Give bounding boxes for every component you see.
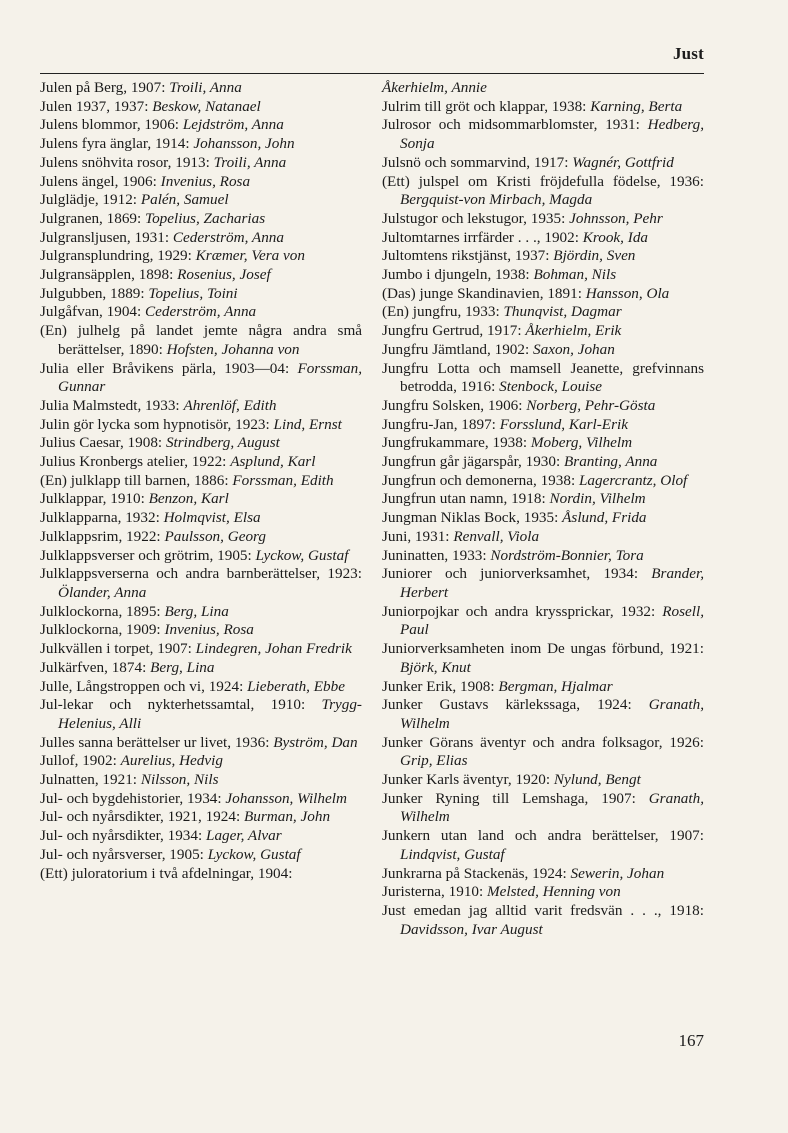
entry-title: Just emedan jag alltid varit fredsvän . . ., 1918: [382,901,704,919]
entry-title: Jul- och nyårsdikter, 1921, 1924: [40,808,244,826]
header-rule [40,73,704,74]
entry-title: Junker Ryning till Lemshaga, 1907: [382,789,649,807]
entry-title: Julgransljusen, 1931: [40,228,173,246]
index-entry [40,229,362,248]
index-entry [40,79,362,98]
entry-author: Renvall, Viola [453,527,540,545]
entry-author: Ölander, Anna [58,583,147,601]
index-entry [382,734,704,771]
entry-author: Granath, Wilhelm [400,789,704,826]
entry-title: Julen 1937, 1937: [40,97,153,115]
entry-author: Bergman, Hjalmar [498,677,613,695]
index-entry [40,640,362,659]
page-header [40,44,704,70]
entry-title: Jultomtarnes irrfärder . . ., 1902: [382,228,583,246]
entry-author: Troili, Anna [169,79,242,96]
entry-title: Jungman Niklas Bock, 1935: [382,509,563,527]
entry-author: Nordström-Bonnier, Tora [490,546,644,564]
index-entry [40,285,362,304]
entry-title: Julgubben, 1889: [40,284,149,302]
entry-author: Johansson, John [193,135,295,153]
entry-title: Julsnö och sommarvind, 1917: [382,153,573,171]
entry-title: Jungfrun och demonerna, 1938: [382,471,579,489]
entry-author: Trygg-Helenius, Alli [58,696,362,732]
entry-author: Troili, Anna [213,153,287,171]
entry-title: Julens blommor, 1906: [40,116,183,134]
entry-author: Åslund, Frida [562,509,647,527]
entry-title: Julklockorna, 1895: [40,602,165,620]
index-entry [382,322,704,341]
index-entry [40,696,362,733]
index-entry [382,883,704,902]
entry-title: Junkern utan land och andra berättelser, 1907: [382,827,704,845]
index-entry [40,98,362,117]
entry-title: Julgransplundring, 1929: [40,247,196,265]
index-entry [382,453,704,472]
index-entry [40,865,362,884]
index-entry [40,266,362,285]
entry-author: Paulsson, Georg [164,527,266,545]
entry-author: Beskow, Natanael [152,97,261,115]
entry-title: Juniorverksamheten inom De ungas förbund, 1921: [382,640,704,658]
index-entry [40,397,362,416]
index-entry [40,603,362,622]
entry-title: Julklappsverser och grötrim, 1905: [40,546,256,564]
index-entry [40,191,362,210]
index-entry [382,509,704,528]
index-entry [382,827,704,864]
entry-author: Lejdström, Anna [182,116,284,134]
index-entry [382,229,704,248]
entry-title: Jul- och nyårsdikter, 1934: [40,827,207,845]
index-entry [382,547,704,566]
entry-author: Invenius, Rosa [160,172,251,190]
entry-title: Juni, 1931: [382,527,454,545]
entry-author: Bergquist-von Mirbach, Magda [400,191,593,209]
index-entry [382,397,704,416]
index-entry [382,678,704,697]
entry-author: Invenius, Rosa [164,621,254,639]
entry-author: Strindberg, August [165,434,280,452]
index-entry [382,360,704,397]
index-entry [40,154,362,173]
entry-title: Junker Görans äventyr och andra folksagor, 1926: [382,733,704,751]
index-entry [40,509,362,528]
index-entry [40,752,362,771]
entry-title: Julgransäpplen, 1898: [40,266,178,284]
entry-title: Julen på Berg, 1907: [40,79,170,96]
index-entry [40,621,362,640]
entry-title: Jungfrukammare, 1938: [382,434,531,452]
index-entry [40,565,362,602]
entry-title: Julkvällen i torpet, 1907: [40,640,196,658]
entry-title: Junkrarna på Stackenäs, 1924: [382,864,571,882]
entry-author: Forssman, Edith [232,471,334,489]
entry-title: Julens fyra änglar, 1914: [40,135,194,153]
entry-author: Johansson, Wilhelm [225,789,347,807]
entry-title: Jungfru Jämtland, 1902: [382,340,534,358]
index-entry [382,98,704,117]
entry-title: Julgåfvan, 1904: [40,303,146,321]
entry-title: Junker Karls äventyr, 1920: [382,771,554,789]
entry-author: Björk, Knut [400,658,471,676]
entry-title: Julnatten, 1921: [40,771,141,789]
index-entry [382,247,704,266]
index-entry [382,565,704,602]
index-entry [382,154,704,173]
index-entry [40,472,362,491]
entry-title: Jul-lekar och nykterhetssamtal, 1910: [40,696,322,714]
index-entry [382,490,704,509]
entry-author: Brander, Herbert [400,565,704,601]
index-entry [40,453,362,472]
entry-title: Junker Gustavs kärlekssaga, 1924: [382,696,649,714]
entry-author: Nordin, Vilhelm [549,490,646,508]
entry-author: Åkerhielm, Annie [382,79,487,96]
entry-title: (En) julhelg på landet jemte några andra små berättelser, 1890: [40,322,362,358]
index-entry [40,416,362,435]
entry-title: Juristerna, 1910: [382,883,488,901]
entry-author: Palén, Samuel [140,191,229,209]
index-entry [40,210,362,229]
entry-author: Johnsson, Pehr [569,209,663,227]
entry-title: Julrosor och midsommarblomster, 1931: [382,116,648,134]
entry-title: Julens ängel, 1906: [40,172,161,190]
index-entry [40,659,362,678]
index-entry [40,360,362,397]
entry-title: Julia Malmstedt, 1933: [40,396,184,414]
index-entry [382,790,704,827]
entry-author: Rosell, Paul [400,602,704,639]
entry-title: Jungfru Gertrud, 1917: [382,322,526,340]
index-entry [40,247,362,266]
entry-author: Melsted, Henning von [487,883,621,901]
entry-author: Davidsson, Ivar August [400,920,543,938]
index-entry [40,808,362,827]
entry-author: Lieberath, Ebbe [247,677,345,695]
entry-author: Topelius, Zacharias [145,209,266,227]
entry-title: Jullof, 1902: [40,752,121,770]
entry-author: Wagnér, Gottfrid [572,153,674,171]
index-entry [382,303,704,322]
entry-author: Forsslund, Karl-Erik [499,415,628,433]
entry-author: Lind, Ernst [273,415,342,433]
entry-author: Sewerin, Johan [570,864,665,882]
entry-title: Julglädje, 1912: [40,191,141,209]
index-entry [382,79,704,98]
index-entry [382,771,704,790]
running-head: Just [672,44,704,63]
entry-author: Topelius, Toini [148,284,238,302]
entry-title: Jungfru Lotta och mamsell Jeanette, grefvinnans betrodda, 1916: [382,359,704,396]
index-entry [40,322,362,359]
entry-author: Ahrenlöf, Edith [183,396,277,414]
entry-title: Jul- och nyårsverser, 1905: [40,845,208,863]
index-entry [40,827,362,846]
entry-title: (En) julklapp till barnen, 1886: [40,471,233,489]
index-entry [382,902,704,939]
index-entry [40,490,362,509]
entry-author: Lindegren, Johan Fredrik [195,640,352,658]
entry-author: Forssman, Gunnar [58,359,362,396]
entry-author: Berg, Lina [150,658,215,676]
entry-author: Norberg, Pehr-Gösta [526,396,656,414]
entry-author: Hedberg, Sonja [400,116,704,153]
entry-title: Jumbo i djungeln, 1938: [382,266,534,284]
index-entry [40,528,362,547]
entry-author: Lyckow, Gustaf [207,845,301,863]
entry-title: Jungfrun utan namn, 1918: [382,490,550,508]
entry-author: Karning, Berta [590,97,683,115]
entry-author: Granath, Wilhelm [400,696,704,732]
entry-title: Julgranen, 1869: [40,209,146,227]
index-entry [382,640,704,677]
entry-author: Lindqvist, Gustaf [400,845,505,863]
entry-title: Julkärfven, 1874: [40,658,151,676]
entry-title: Julius Caesar, 1908: [40,434,166,452]
entry-title: Juninatten, 1933: [382,546,491,564]
entry-title: (Das) junge Skandinavien, 1891: [382,284,586,302]
entry-title: Jungfrun går jägarspår, 1930: [382,453,565,471]
index-entry [382,266,704,285]
entry-author: Lyckow, Gustaf [255,546,349,564]
entry-author: Cederström, Anna [172,228,284,246]
right-column [382,79,704,939]
entry-author: Grip, Elias [400,752,468,770]
index-entry [382,416,704,435]
entry-title: Julle, Långstroppen och vi, 1924: [40,677,248,695]
entry-author: Moberg, Vilhelm [530,434,633,452]
entry-title: Jungfru-Jan, 1897: [382,415,500,433]
entry-title: Julius Kronbergs atelier, 1922: [40,453,231,471]
entry-author: Holmqvist, Elsa [163,509,261,527]
entry-author: Lagercrantz, Olof [578,471,688,489]
index-entry [382,434,704,453]
entry-author: Asplund, Karl [230,453,316,471]
entry-author: Berg, Lina [164,602,229,620]
index-entry [40,678,362,697]
index-entry [40,135,362,154]
entry-author: Branting, Anna [564,453,658,471]
index-entry [382,603,704,640]
entry-title: Jultomtens rikstjänst, 1937: [382,247,554,265]
entry-author: Aurelius, Hedvig [120,752,223,770]
entry-author: Thunqvist, Dagmar [503,303,622,321]
entry-author: Burman, John [243,808,331,826]
entry-title: Julin gör lycka som hypnotisör, 1923: [40,415,274,433]
entry-title: Julens snöhvita rosor, 1913: [40,153,214,171]
entry-title: Julklappsverserna och andra barnberättelser, 1923: [40,565,362,583]
index-entry [40,303,362,322]
entry-author: Åkerhielm, Erik [525,322,622,340]
index-entry [40,434,362,453]
entry-title: Jul- och bygdehistorier, 1934: [40,789,226,807]
entry-title: Julrim till gröt och klappar, 1938: [382,97,591,115]
index-entry [40,771,362,790]
index-entry [382,528,704,547]
entry-author: Cederström, Anna [145,303,257,321]
entry-title: Julklappar, 1910: [40,490,149,508]
entry-author: Byström, Dan [273,733,358,751]
index-entry [40,846,362,865]
entry-author: Nylund, Bengt [553,771,641,789]
entry-title: Julklapparna, 1932: [40,509,164,527]
entry-author: Stenbock, Louise [499,378,603,396]
entry-title: Julia eller Bråvikens pärla, 1903—04: [40,359,298,377]
index-entry [40,734,362,753]
index-columns [40,79,704,939]
entry-author: Kræmer, Vera von [195,247,305,265]
entry-title: (En) jungfru, 1933: [382,303,504,321]
entry-author: Hansson, Ola [585,284,670,302]
index-entry [382,696,704,733]
entry-title: Juniorpojkar och andra kryssprickar, 1932: [382,602,663,620]
entry-title: Julstugor och lekstugor, 1935: [382,209,570,227]
left-column [40,79,362,939]
index-entry [382,173,704,210]
entry-author: Benzon, Karl [148,490,229,508]
index-entry [382,210,704,229]
entry-author: Björdin, Sven [553,247,636,265]
entry-title: Junker Erik, 1908: [382,677,499,695]
page-number: 167 [678,1031,704,1050]
entry-title: Julles sanna berättelser ur livet, 1936: [40,733,274,751]
index-entry [382,865,704,884]
entry-author: Saxon, Johan [533,340,615,358]
index-entry [40,173,362,192]
entry-author: Lager, Alvar [206,827,282,845]
entry-title: Jungfru Solsken, 1906: [382,396,527,414]
entry-title: Julklockorna, 1909: [40,621,165,639]
entry-author: Krook, Ida [582,228,649,246]
index-entry [382,285,704,304]
entry-title: (Ett) juloratorium i två afdelningar, 1904: [40,864,293,882]
index-entry [382,472,704,491]
index-entry [382,341,704,360]
index-entry [40,790,362,809]
entry-title: Julklappsrim, 1922: [40,527,165,545]
index-entry [382,116,704,153]
entry-author: Bohman, Nils [533,266,617,284]
index-entry [40,116,362,135]
entry-title: (Ett) julspel om Kristi fröjdefulla födelse, 1936: [382,172,704,190]
entry-author: Nilsson, Nils [140,771,219,789]
entry-author: Hofsten, Johanna von [166,340,300,358]
index-entry [40,547,362,566]
entry-title: Juniorer och juniorverksamhet, 1934: [382,565,652,583]
entry-author: Rosenius, Josef [177,266,271,284]
